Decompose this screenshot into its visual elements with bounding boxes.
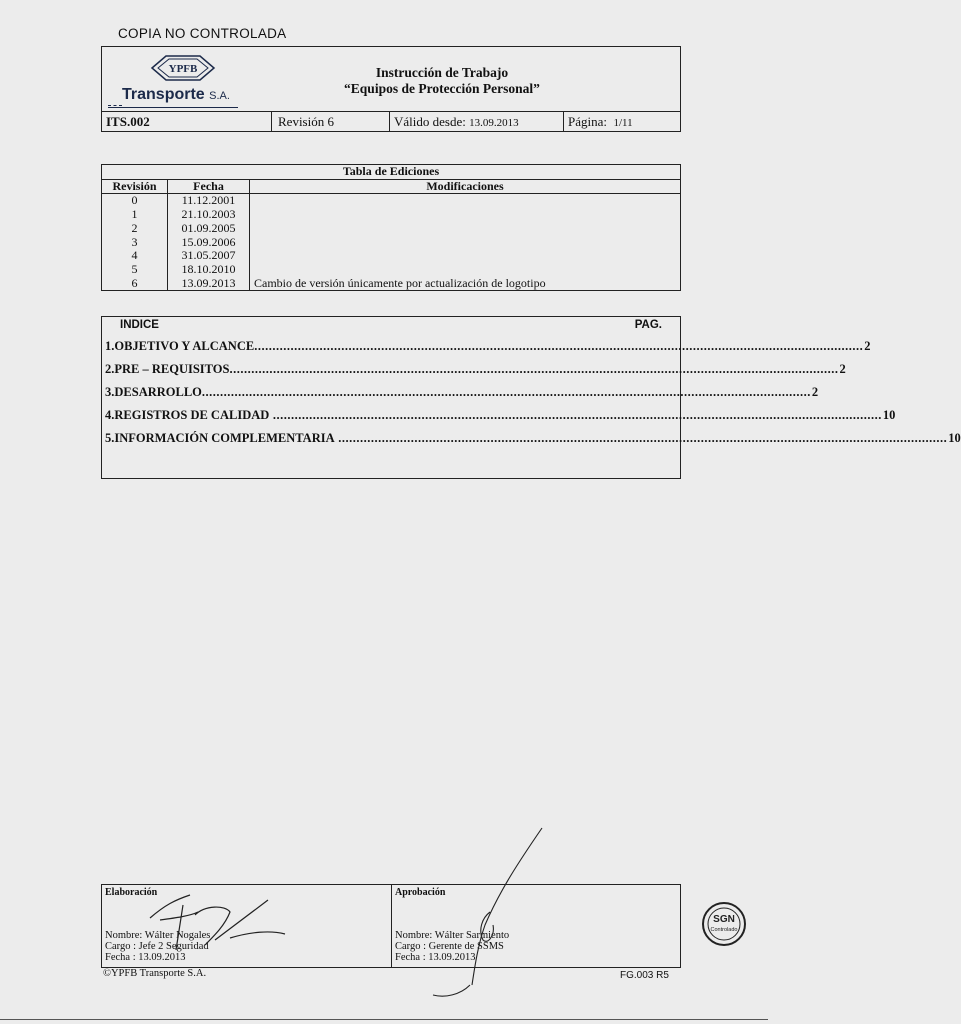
row-date: 18.10.2010 xyxy=(168,263,250,277)
row-revision: 3 xyxy=(102,236,168,250)
toc-item-label: PRE – REQUISITOS xyxy=(114,362,230,376)
row-date: 11.12.2001 xyxy=(168,194,250,208)
toc-item-page: 10 xyxy=(882,408,896,422)
form-code: FG.003 R5 xyxy=(620,970,669,981)
toc-dot-leader: ........................................................................................................................................................................ xyxy=(334,431,948,445)
table-row xyxy=(102,208,681,222)
row-revision: 5 xyxy=(102,263,168,277)
row-revision: 0 xyxy=(102,194,168,208)
toc-dot-leader: ........................................................................................................................................................................ xyxy=(201,385,811,399)
elaboration-section xyxy=(102,885,392,967)
row-modification xyxy=(250,236,681,250)
row-revision: 4 xyxy=(102,249,168,263)
stamp-subtext: Controlado xyxy=(710,927,738,933)
toc-item-prerequisitos[interactable] xyxy=(105,362,846,377)
document-header xyxy=(101,46,681,112)
toc-item-number: 5. xyxy=(105,431,115,445)
row-revision: 1 xyxy=(102,208,168,222)
sgn-stamp-icon xyxy=(700,900,748,948)
toc-item-page: 10 xyxy=(948,431,961,445)
approval-heading: Aprobación xyxy=(395,887,446,898)
toc-item-label: OBJETIVO Y ALCANCE xyxy=(114,339,255,353)
row-modification xyxy=(250,263,681,277)
row-date: 31.05.2007 xyxy=(168,249,250,263)
table-of-contents xyxy=(101,316,961,479)
editions-caption: Tabla de Ediciones xyxy=(102,165,681,180)
toc-item-label: DESARROLLO xyxy=(114,385,202,399)
toc-dot-leader: ........................................................................................................................................................................ xyxy=(269,408,882,422)
editions-table xyxy=(101,164,681,291)
page-value: 1/11 xyxy=(613,117,633,129)
row-revision: 6 xyxy=(102,277,168,291)
header-modifications: Modificaciones xyxy=(250,179,681,194)
page-cell xyxy=(564,112,680,131)
toc-item-number: 4. xyxy=(105,408,115,422)
signature-block xyxy=(101,884,681,968)
row-modification xyxy=(250,208,681,222)
table-row xyxy=(102,236,681,250)
toc-item-page: 2 xyxy=(864,339,871,353)
row-modification: Cambio de versión únicamente por actualización de logotipo xyxy=(250,277,681,291)
toc-item-number: 1. xyxy=(105,339,115,353)
elaboration-heading: Elaboración xyxy=(105,887,158,898)
title-line-1: Instrucción de Trabajo xyxy=(375,65,509,80)
toc-item-label: REGISTROS DE CALIDAD xyxy=(114,408,270,422)
header-revision: Revisión xyxy=(102,179,168,194)
toc-item-number: 3. xyxy=(105,385,115,399)
valid-from-cell xyxy=(390,112,564,131)
brand-word: Transporte xyxy=(122,86,205,103)
page-bottom-edge xyxy=(0,1019,768,1020)
copyright-text: ©YPFB Transporte S.A. xyxy=(103,968,207,979)
stamp-text: SGN xyxy=(713,914,735,925)
logo-dashes xyxy=(108,105,122,106)
row-modification xyxy=(250,249,681,263)
row-modification xyxy=(250,222,681,236)
company-logo xyxy=(108,51,278,109)
brand-name xyxy=(122,86,230,104)
emblem-text: YPFB xyxy=(168,63,198,75)
approval-role: Cargo : Gerente de SSMS xyxy=(395,941,504,952)
revision-cell: Revisión 6 xyxy=(272,112,390,131)
approval-name: Nombre: Wálter Sarmiento xyxy=(395,930,510,941)
page-label: Página: xyxy=(568,114,607,129)
approval-section xyxy=(392,885,680,967)
table-row xyxy=(102,263,681,277)
title-line-2: “Equipos de Protección Personal” xyxy=(344,81,540,96)
valid-from-date: 13.09.2013 xyxy=(469,117,519,129)
toc-item-informacion[interactable] xyxy=(105,431,961,446)
ypfb-emblem-icon xyxy=(148,53,218,83)
document-info-row xyxy=(101,111,681,132)
row-date: 15.09.2006 xyxy=(168,236,250,250)
toc-dot-leader: ........................................................................................................................................................................ xyxy=(254,339,864,353)
row-date: 13.09.2013 xyxy=(168,277,250,291)
table-row xyxy=(102,222,681,236)
table-row xyxy=(102,249,681,263)
row-modification xyxy=(250,194,681,208)
table-row xyxy=(102,194,681,208)
approval-date: Fecha : 13.09.2013 xyxy=(395,952,476,963)
row-date: 01.09.2005 xyxy=(168,222,250,236)
header-date: Fecha xyxy=(168,179,250,194)
toc-header xyxy=(120,319,672,331)
toc-item-objetivo[interactable] xyxy=(105,339,871,354)
toc-item-registros[interactable] xyxy=(105,408,896,423)
row-revision: 2 xyxy=(102,222,168,236)
uncontrolled-copy-label: COPIA NO CONTROLADA xyxy=(118,26,287,41)
elaboration-date: Fecha : 13.09.2013 xyxy=(105,952,186,963)
toc-page-heading: PAG. xyxy=(634,319,662,331)
table-row xyxy=(102,277,681,291)
toc-item-page: 2 xyxy=(839,362,846,376)
elaboration-name: Nombre: Wálter Nogales xyxy=(105,930,211,941)
logo-underline xyxy=(108,107,238,108)
document-title xyxy=(292,65,592,97)
valid-from-label: Válido desde: xyxy=(394,114,466,129)
toc-heading: INDICE xyxy=(120,319,159,331)
toc-item-page: 2 xyxy=(811,385,819,399)
toc-item-desarrollo[interactable] xyxy=(105,385,819,400)
toc-item-label: INFORMACIÓN COMPLEMENTARIA xyxy=(114,431,335,445)
document-code: ITS.002 xyxy=(102,112,272,131)
elaboration-role: Cargo : Jefe 2 Seguridad xyxy=(105,941,209,952)
toc-dot-leader: ........................................................................................................................................................................ xyxy=(229,362,839,376)
row-date: 21.10.2003 xyxy=(168,208,250,222)
toc-item-number: 2. xyxy=(105,362,115,376)
brand-suffix: S.A. xyxy=(209,90,230,102)
